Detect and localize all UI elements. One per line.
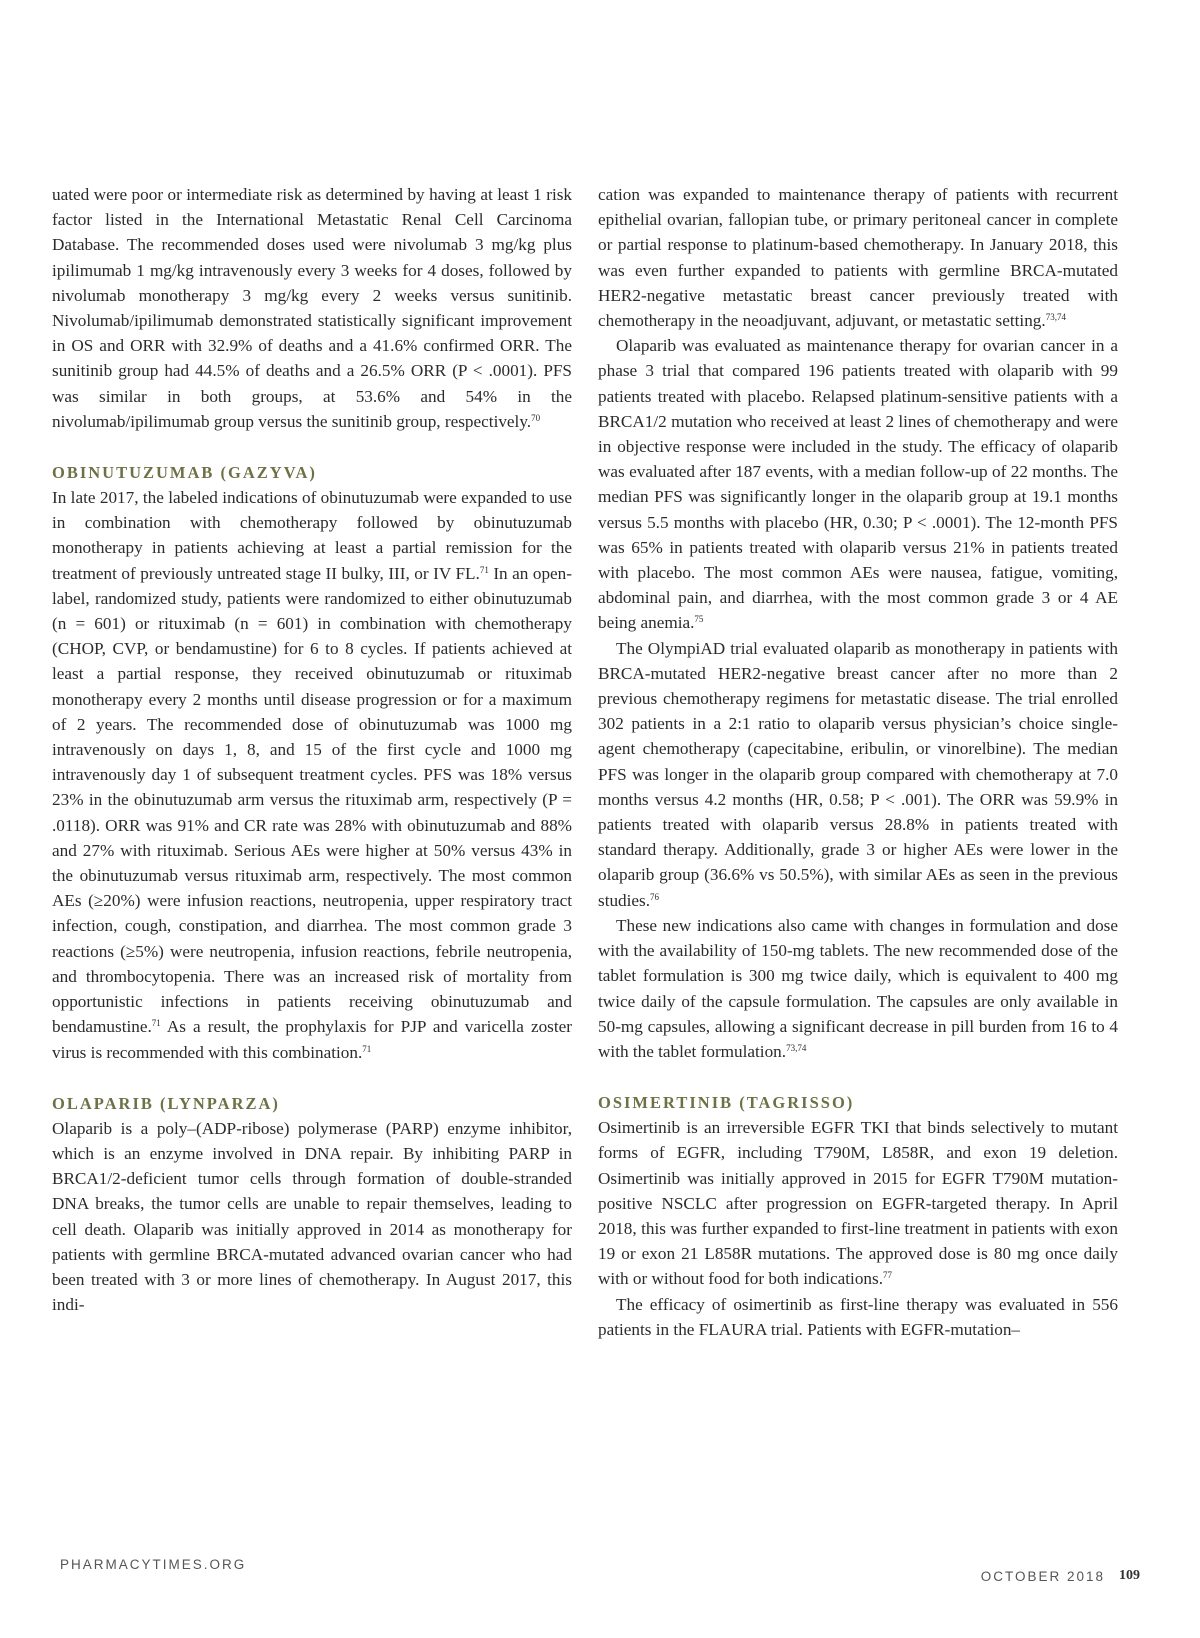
reference-superscript: 71: [479, 564, 489, 575]
footer-site-name: PHARMACYTIMES.ORG: [60, 1557, 247, 1572]
section-heading-osimertinib: OSIMERTINIB (TAGRISSO): [598, 1093, 855, 1113]
reference-superscript: 76: [650, 891, 660, 902]
left-column: [52, 182, 572, 1317]
paragraph-olympiad-trial: The OlympiAD trial evaluated olaparib as monotherapy in patients with BRCA-mutated HER2-negative breast cancer after no more than 2 previous chemotherapy regimens for metastatic disease. The trial enrolled 302 patients in a 2:1 ratio to olaparib versus physician’s choice single-agent chemotherapy (capecitabine, eribulin, or vinorelbine). The median PFS was longer in the olaparib group compared with chemotherapy at 7.0 months versus 4.2 months (HR, 0.58; P < .001). The ORR was 59.9% in patients treated with olaparib versus 28.8% in patients treated with standard therapy. Additionally, grade 3 or higher AEs were lower in the olaparib group (36.6% vs 50.5%), with similar AEs as seen in the previous studies.$^{76}$: [598, 638, 1118, 910]
reference-superscript: 77: [883, 1270, 892, 1281]
paragraph-osimertinib-intro: Osimertinib is an irreversible EGFR TKI that binds selectively to mutant forms of EGFR, including T790M, L858R, and exon 19 deletion. Osimertinib was initially approved in 2015 for EGFR T790M mutation-positive NSCLC after progression on EGFR-targeted therapy. In April 2018, this was further expanded to first-line treatment in patients with exon 19 or exon 21 L858R mutations. The approved dose is 80 mg once daily with or without food for both indications.$^{77}$: [598, 1118, 1118, 1289]
paragraph-olaparib-ovarian-trial: Olaparib was evaluated as maintenance therapy for ovarian cancer in a phase 3 trial that compared 196 patients treated with olaparib with 99 patients treated with placebo. Relapsed platinum-sensitive patients with a BRCA1/2 mutation who received at least 2 lines of chemotherapy and were in objective response were included in the study. The efficacy of olaparib was evaluated after 187 events, with a median follow-up of 22 months. The median PFS was significantly longer in the olaparib group at 19.1 months versus 5.5 months with placebo (HR, 0.30; P < .0001). The 12-month PFS was 65% in patients treated with olaparib versus 21% in patients treated with placebo. The most common AEs were nausea, fatigue, vomiting, abdominal pain, and diarrhea, with the most common grade 3 or 4 AE being anemia.$^{75}$: [598, 336, 1118, 633]
page-number: 109: [1119, 1568, 1140, 1583]
reference-superscript: 71: [362, 1043, 372, 1054]
footer-issue-date: OCTOBER 2018: [980, 1569, 1105, 1584]
paragraph-olaparib-formulation: These new indications also came with changes in formulation and dose with the availability of 150-mg tablets. The new recommended dose of the tablet formulation is 300 mg twice daily, which is equivalent to 400 mg twice daily of the capsule formulation. The capsules are only available in 50-mg capsules, allowing a significant decrease in pill burden from 16 to 4 with the tablet formulation.$^{73,74}$: [598, 915, 1118, 1061]
reference-superscript: 73,74: [1045, 312, 1066, 323]
section-heading-olaparib: OLAPARIB (LYNPARZA): [52, 1093, 280, 1113]
reference-superscript: 71: [151, 1018, 161, 1029]
right-column: [598, 182, 1118, 1342]
reference-superscript: 73,74: [786, 1042, 807, 1053]
paragraph-nivolumab-results: uated were poor or intermediate risk as determined by having at least 1 risk factor listed in the International Metastatic Renal Cell Carcinoma Database. The recommended doses used were nivolumab 3 mg/kg plus ipilimumab 1 mg/kg intravenously every 3 weeks for 4 doses, followed by nivolumab monotherapy 3 mg/kg every 2 weeks versus sunitinib. Nivolumab/ipilimumab demonstrated statistically significant improvement in OS and ORR with 32.9% of deaths and a 41.6% confirmed ORR. The sunitinib group had 44.5% of deaths and a 26.5% ORR (P < .0001). PFS was similar in both groups, at 53.6% and 54% in the nivolumab/ipilimumab group versus the sunitinib group, respectively.$^{70}$: [52, 185, 572, 431]
paragraph-obinutuzumab: In late 2017, the labeled indications of obinutuzumab were expanded to use in combination with chemotherapy followed by obinutuzumab monotherapy in patients achieving at least a partial remission for the treatment of previously untreated stage II bulky, III, or IV FL.$^{71}$ In an open-label, randomized study, patients were randomized to either obinutuzumab (n = 601) or rituximab (n = 601) in combination with chemotherapy (CHOP, CVP, or bendamustine) for 6 to 8 cycles. If patients achieved at least a partial response, they received obinutuzumab or rituximab monotherapy every 2 months until disease progression or for a maximum of 2 years. The recommended dose of obinutuzumab was 1000 mg intravenously on days 1, 8, and 15 of the first cycle and 1000 mg intravenously day 1 of subsequent treatment cycles. PFS was 18% versus 23% in the obinutuzumab arm versus the rituximab arm, respectively (P = .0118). ORR was 91% and CR rate was 28% with obinutuzumab and 88% and 27% with rituximab. Serious AEs were higher at 50% versus 43% in the obinutuzumab versus rituximab arm, respectively. The most common AEs (≥20%) were infusion reactions, neutropenia, upper respiratory tract infection, cough, constipation, and diarrhea. The most common grade 3 reactions (≥5%) were neutropenia, infusion reactions, febrile neutropenia, and thrombocytopenia. There was an increased risk of mortality from opportunistic infections in patients receiving obinutuzumab and bendamustine.$^{71}$ As a result, the prophylaxis for PJP and varicella zoster virus is recommended with this combination.$^{71}$: [52, 488, 572, 1062]
paragraph-olaparib-expansion: cation was expanded to maintenance therapy of patients with recurrent epithelial ovarian, fallopian tube, or primary peritoneal cancer in complete or partial response to platinum-based chemotherapy. In January 2018, this was even further expanded to patients with germline BRCA-mutated HER2-negative metastatic breast cancer previously treated with chemotherapy in the neoadjuvant, adjuvant, or metastatic setting.$^{73,74}$: [598, 185, 1118, 331]
section-heading-obinutuzumab: OBINUTUZUMAB (GAZYVA): [52, 463, 317, 483]
reference-superscript: 75: [694, 614, 704, 625]
paragraph-flaura-trial: The efficacy of osimertinib as first-line therapy was evaluated in 556 patients in the FLAURA trial. Patients with EGFR-mutation–: [598, 1294, 1118, 1339]
paragraph-olaparib-intro: Olaparib is a poly–(ADP-ribose) polymerase (PARP) enzyme inhibitor, which is an enzyme involved in DNA repair. By inhibiting PARP in BRCA1/2-deficient tumor cells through formation of double-stranded DNA breaks, the tumor cells are unable to repair themselves, leading to cell death. Olaparib was initially approved in 2014 as monotherapy for patients with germline BRCA-mutated advanced ovarian cancer who had been treated with 3 or more lines of chemotherapy. In August 2017, this indi-: [52, 1118, 572, 1315]
reference-superscript: 70: [531, 412, 541, 423]
